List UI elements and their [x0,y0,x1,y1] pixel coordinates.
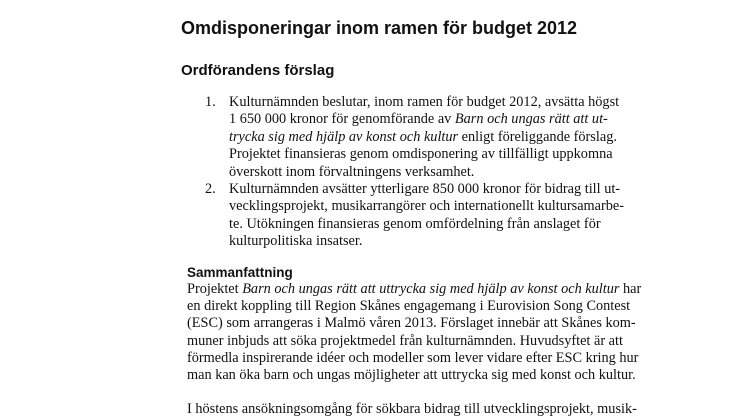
text-line [187,281,707,298]
text-span: muner inbjuds att söka projektmedel från kulturnämnden. Huvudsyftet är att [187,332,623,349]
text-span: man kan öka barn och ungas möjligheter att uttrycka sig med konst och kultur. [187,367,636,384]
text-line [187,298,707,315]
document-title: Omdisponeringar inom ramen för budget 2012 [181,18,578,38]
next-paragraph [187,401,707,418]
text-line [229,181,705,198]
text-line [229,94,705,111]
proposal-item-1 [205,94,705,181]
text-span: Projektet [187,281,243,297]
project-name-italic: trycka sig med hjälp av konst och kultur [229,128,459,145]
text-line [229,129,705,146]
text-line [229,111,705,128]
summary-heading: Sammanfattning [187,265,293,280]
text-line: I höstens ansökningsomgång för sökbara bidrag till utvecklingsprojekt, musik- [187,401,637,417]
text-line [187,367,707,384]
text-span: Kulturnämnden avsätter ytterligare 850 000 kronor för bidrag till ut- [229,181,621,198]
list-number: 2. [205,181,216,198]
summary-paragraph [187,281,707,384]
text-span: vecklingsprojekt, musikarrangörer och internationellt kultursamarbe- [229,198,625,215]
project-name-italic: Barn och ungas rätt att uttrycka sig med hjälp av konst och kultur [242,281,620,297]
text-span: har [619,281,642,297]
text-line [229,198,705,215]
text-span: te. Utökningen finansieras genom omfördelning från anslaget för [229,215,601,232]
text-line [187,315,707,332]
text-line [229,233,705,250]
list-number: 1. [205,94,216,110]
text-span: en direkt koppling till Region Skånes engagemang i Eurovision Song Contest [187,298,631,315]
text-line [187,333,707,350]
text-span: enligt föreliggande förslag. [458,128,617,145]
text-line [229,164,705,181]
text-line [229,216,705,233]
proposal-item-2 [205,181,705,251]
text-span: förmedla inspirerande idéer och modeller som lever vidare efter ESC kring hur [187,349,639,366]
text-line [229,146,705,163]
text-span: (ESC) som arrangeras i Malmö våren 2013. Förslaget innebär att Skånes kom- [187,315,636,332]
proposal-heading: Ordförandens förslag [181,62,335,79]
proposal-list [205,94,705,251]
text-span: kulturpolitiska insatser. [229,233,363,250]
text-span: överskott inom förvaltningens verksamhet. [229,163,475,180]
text-line [187,350,707,367]
text-span: 1 650 000 kronor för genomförande av [229,111,455,128]
text-span: Kulturnämnden beslutar, inom ramen för budget 2012, avsätta högst [229,94,620,110]
text-span: Projektet finansieras genom omdisponering av tillfälligt uppkomna [229,146,613,163]
project-name-italic: Barn och ungas rätt att ut- [454,111,608,128]
